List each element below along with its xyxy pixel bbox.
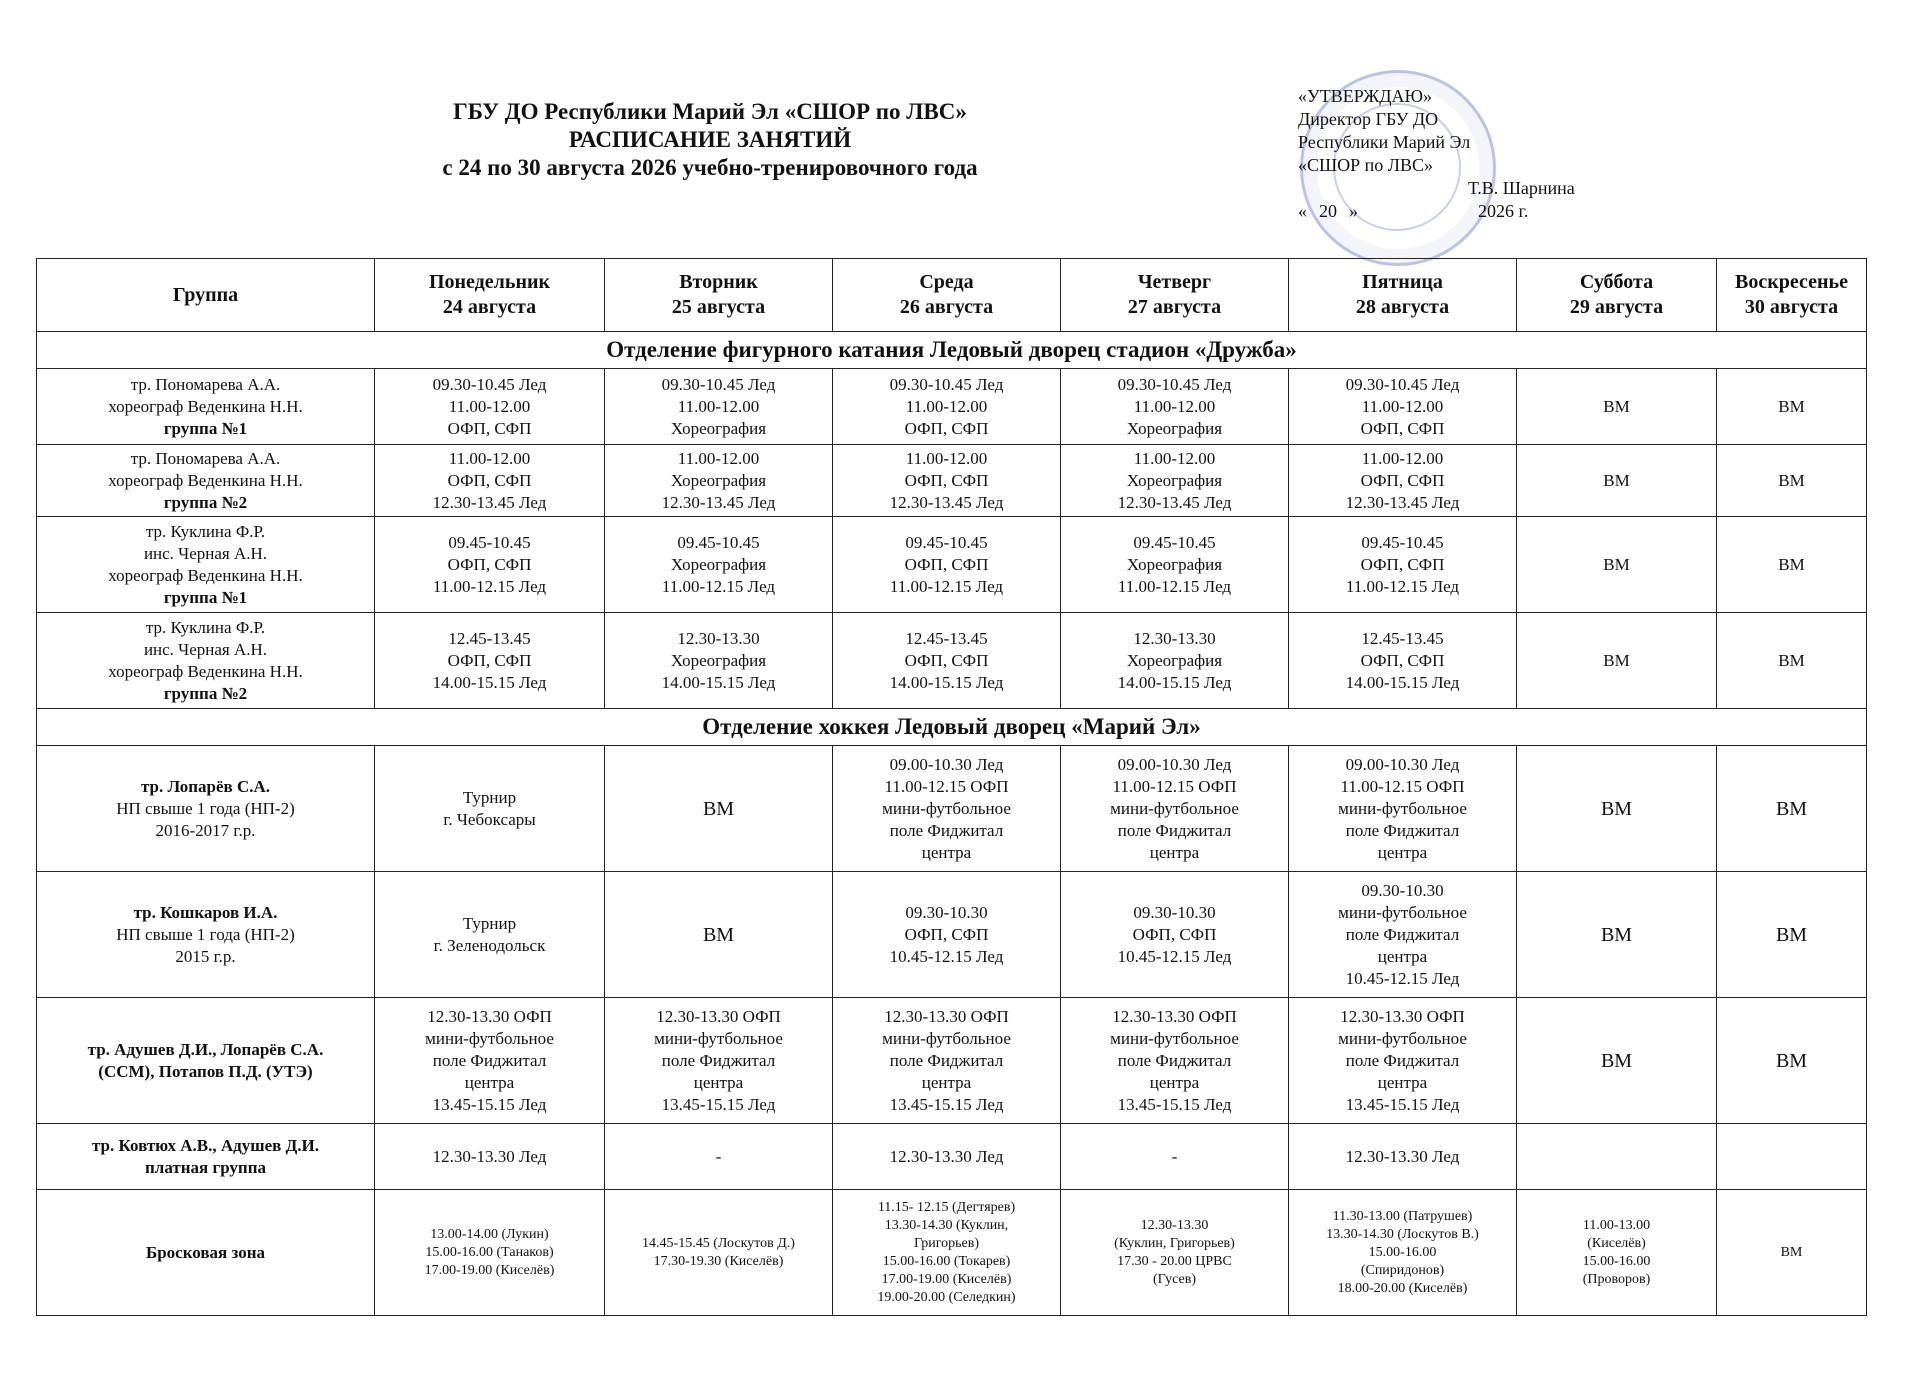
schedule-period: с 24 по 30 августа 2026 учебно-тренировочного года	[442, 155, 978, 180]
cell-line: мини-футбольное	[882, 798, 1011, 818]
schedule-cell	[375, 369, 605, 445]
schedule-cell	[1061, 998, 1289, 1124]
cell-line: 13.30-14.30 (Куклин,	[884, 1217, 1009, 1233]
group-name: тр. Ковтюх А.В., Адушев Д.И.	[92, 1135, 319, 1155]
group-number: группа №1	[163, 418, 248, 438]
cell-line: ОФП, СФП	[904, 418, 989, 438]
schedule-cell	[1717, 613, 1867, 709]
section-title-hockey: Отделение хоккея Ледовый дворец «Марий Эл»	[37, 709, 1867, 746]
group-name-cont: (ССМ), Потапов П.Д. (УТЭ)	[98, 1061, 313, 1081]
group-name: Бросковая зона	[145, 1242, 266, 1262]
cell-line: центра	[921, 1072, 972, 1092]
schedule-cell	[605, 872, 833, 998]
cell-line: ОФП, СФП	[1360, 470, 1445, 490]
cell-line: центра	[921, 842, 972, 862]
date-quote-close: »	[1349, 201, 1358, 221]
document-title: РАСПИСАНИЕ ЗАНЯТИЙ	[568, 127, 852, 152]
group-cell	[37, 613, 375, 709]
cell-line: 12.45-13.45	[905, 628, 988, 648]
schedule-cell	[605, 746, 833, 872]
cell-line: 09.30-10.30	[905, 902, 988, 922]
cell-line: 11.00-12.15 Лед	[432, 576, 547, 596]
cell-line: Хореография	[1126, 470, 1223, 490]
schedule-cell	[1517, 746, 1717, 872]
schedule-cell	[1289, 1124, 1517, 1190]
cell-line: 10.45-12.15 Лед	[1345, 968, 1460, 988]
cell-line: 11.00-12.00	[1361, 396, 1444, 416]
cell-line: 13.00-14.00 (Лукин)	[430, 1226, 549, 1242]
cell-line: 12.30-13.30 Лед	[1345, 1146, 1460, 1166]
cell-line: 12.30-13.30 ОФП	[884, 1006, 1009, 1026]
cell-line: ВМ	[1778, 396, 1805, 416]
col-header-tue: Вторник 25 августа	[605, 259, 833, 332]
cell-line: тр. Пономарева А.А.	[130, 374, 281, 394]
cell-line: 11.15- 12.15 (Дегтярев)	[877, 1199, 1016, 1215]
approval-block	[1298, 85, 1618, 223]
cell-line: поле Фиджитал	[1345, 820, 1460, 840]
cell-line: 12.30-13.45 Лед	[432, 492, 547, 512]
cell-line: ВМ	[1603, 650, 1630, 670]
cell-line: хореограф Веденкина Н.Н.	[108, 565, 303, 585]
group-cell	[37, 1190, 375, 1316]
schedule-cell	[1289, 746, 1517, 872]
cell-line: поле Фиджитал	[1345, 924, 1460, 944]
cell-line: ОФП, СФП	[447, 470, 532, 490]
cell-line: 11.00-12.00	[905, 448, 988, 468]
cell-line: 09.45-10.45	[1133, 532, 1216, 552]
cell-line: 12.30-13.30 ОФП	[1112, 1006, 1237, 1026]
cell-line: 09.00-10.30 Лед	[1345, 754, 1460, 774]
schedule-cell	[1289, 517, 1517, 613]
cell-line: ВМ	[1600, 923, 1633, 946]
cell-line: 13.45-15.15 Лед	[661, 1094, 776, 1114]
cell-line: Хореография	[670, 650, 767, 670]
cell-line: 17.00-19.00 (Киселёв)	[881, 1271, 1012, 1287]
approval-position: Директор ГБУ ДО	[1298, 109, 1439, 129]
cell-line: 12.30-13.30	[1140, 1217, 1209, 1233]
cell-line: 09.30-10.45 Лед	[889, 374, 1004, 394]
schedule-cell	[1717, 1190, 1867, 1316]
schedule-cell	[1717, 872, 1867, 998]
schedule-cell	[1289, 369, 1517, 445]
cell-line: 2016-2017 г.р.	[155, 820, 256, 840]
schedule-cell	[1517, 613, 1717, 709]
cell-line: 11.00-12.00	[677, 448, 760, 468]
group-name: тр. Лопарёв С.А.	[140, 776, 271, 796]
cell-line: ОФП, СФП	[1360, 418, 1445, 438]
date-day: 20	[1319, 201, 1337, 221]
cell-line: 11.00-12.15 ОФП	[1112, 776, 1237, 796]
cell-line: мини-футбольное	[1338, 1028, 1467, 1048]
cell-line: поле Фиджитал	[889, 1050, 1004, 1070]
cell-line: Хореография	[670, 418, 767, 438]
schedule-cell	[375, 517, 605, 613]
cell-line: 11.00-12.00	[905, 396, 988, 416]
cell-line: ВМ	[1600, 1049, 1633, 1072]
cell-line: 14.00-15.15 Лед	[661, 672, 776, 692]
group-cell	[37, 369, 375, 445]
cell-line: Хореография	[670, 470, 767, 490]
cell-line: 13.45-15.15 Лед	[1345, 1094, 1460, 1114]
cell-line: ВМ	[1778, 650, 1805, 670]
group-name-cont: платная группа	[144, 1157, 267, 1177]
cell-line: ВМ	[1600, 797, 1633, 820]
cell-line: Хореография	[1126, 418, 1223, 438]
cell-line: 10.45-12.15 Лед	[889, 946, 1004, 966]
header-row	[37, 259, 1867, 332]
schedule-cell	[1289, 445, 1517, 517]
col-header-sat: Суббота 29 августа	[1517, 259, 1717, 332]
cell-line: 2015 г.р.	[175, 946, 236, 966]
cell-line: 11.00-12.00	[1133, 448, 1216, 468]
cell-line: -	[715, 1146, 722, 1166]
table-row	[37, 746, 1867, 872]
schedule-cell	[1061, 369, 1289, 445]
cell-line: 11.00-12.15 Лед	[1345, 576, 1460, 596]
schedule-cell	[1517, 998, 1717, 1124]
cell-line: ВМ	[1603, 396, 1630, 416]
group-cell	[37, 998, 375, 1124]
group-cell	[37, 517, 375, 613]
cell-line: ОФП, СФП	[447, 418, 532, 438]
schedule-cell	[1517, 1190, 1717, 1316]
cell-line: центра	[1377, 1072, 1428, 1092]
schedule-cell	[1061, 517, 1289, 613]
cell-line: центра	[1377, 946, 1428, 966]
schedule-cell	[375, 445, 605, 517]
approval-signatory: Т.В. Шарнина	[1468, 178, 1575, 198]
cell-line: 09.30-10.45 Лед	[661, 374, 776, 394]
cell-line: мини-футбольное	[1110, 1028, 1239, 1048]
cell-line: ОФП, СФП	[904, 470, 989, 490]
cell-line: 13.45-15.15 Лед	[889, 1094, 1004, 1114]
schedule-cell	[833, 369, 1061, 445]
cell-line: ОФП, СФП	[1360, 650, 1445, 670]
cell-line: 15.00-16.00 (Токарев)	[882, 1253, 1011, 1269]
cell-line: 12.30-13.45 Лед	[1117, 492, 1232, 512]
schedule-cell	[1289, 1190, 1517, 1316]
schedule-cell	[605, 998, 833, 1124]
schedule-cell	[833, 517, 1061, 613]
schedule-cell	[375, 1190, 605, 1316]
table-row	[37, 369, 1867, 445]
cell-line: 11.00-12.15 Лед	[1117, 576, 1232, 596]
date-quote-open: «	[1298, 201, 1307, 221]
cell-line: 12.30-13.30 ОФП	[1340, 1006, 1465, 1026]
schedule-cell	[1061, 746, 1289, 872]
group-cell	[37, 746, 375, 872]
cell-line: Турнир	[462, 913, 517, 933]
cell-line: 09.30-10.30	[1361, 880, 1444, 900]
cell-line: НП свыше 1 года (НП-2)	[116, 798, 295, 818]
cell-line: 15.00-16.00	[1582, 1253, 1651, 1269]
cell-line: 12.30-13.45 Лед	[889, 492, 1004, 512]
table-row	[37, 517, 1867, 613]
cell-line: ВМ	[1780, 1244, 1803, 1260]
schedule-cell	[375, 872, 605, 998]
schedule-cell	[1061, 872, 1289, 998]
table-row	[37, 1124, 1867, 1190]
cell-line: ВМ	[1603, 554, 1630, 574]
cell-line: 14.00-15.15 Лед	[1117, 672, 1232, 692]
cell-line: 13.30-14.30 (Лоскутов В.)	[1326, 1226, 1479, 1242]
approval-org: «СШОР по ЛВС»	[1298, 155, 1434, 175]
cell-line: 17.30 - 20.00 ЦРВС	[1117, 1253, 1232, 1269]
schedule-cell	[1289, 872, 1517, 998]
cell-line: 14.00-15.15 Лед	[889, 672, 1004, 692]
schedule-cell	[1517, 872, 1717, 998]
cell-line: (Спиридонов)	[1360, 1262, 1445, 1278]
schedule-cell	[1717, 998, 1867, 1124]
cell-line: 09.00-10.30 Лед	[1117, 754, 1232, 774]
cell-line: мини-футбольное	[1338, 798, 1467, 818]
section-row-figure-skating	[37, 332, 1867, 369]
group-number: группа №1	[163, 587, 248, 607]
schedule-cell	[605, 445, 833, 517]
schedule-cell	[1289, 998, 1517, 1124]
cell-line: 09.30-10.45 Лед	[1117, 374, 1232, 394]
approval-date	[1298, 200, 1618, 223]
schedule-cell	[833, 872, 1061, 998]
schedule-cell	[1717, 517, 1867, 613]
cell-line: тр. Пономарева А.А.	[130, 448, 281, 468]
group-cell	[37, 872, 375, 998]
cell-line: 12.30-13.30 ОФП	[427, 1006, 552, 1026]
cell-line: 11.00-12.00	[1361, 448, 1444, 468]
cell-line: мини-футбольное	[1338, 902, 1467, 922]
cell-line: ВМ	[702, 797, 735, 820]
cell-line: 15.00-16.00	[1368, 1244, 1437, 1260]
org-name: ГБУ ДО Республики Марий Эл «СШОР по ЛВС»	[453, 99, 967, 124]
cell-line: Хореография	[1126, 554, 1223, 574]
cell-line: (Киселёв)	[1587, 1235, 1646, 1251]
cell-line: г. Чебоксары	[443, 809, 536, 829]
cell-line: 09.45-10.45	[1361, 532, 1444, 552]
cell-line: 11.00-12.15 Лед	[889, 576, 1004, 596]
cell-line: ОФП, СФП	[904, 650, 989, 670]
group-cell	[37, 445, 375, 517]
cell-line: хореограф Веденкина Н.Н.	[108, 470, 303, 490]
cell-line: поле Фиджитал	[1117, 1050, 1232, 1070]
cell-line: 12.30-13.30	[1133, 628, 1216, 648]
cell-line: (Куклин, Григорьев)	[1114, 1235, 1235, 1251]
cell-line: 12.45-13.45	[448, 628, 531, 648]
schedule-table	[36, 258, 1867, 1316]
schedule-cell	[375, 998, 605, 1124]
cell-line: 12.30-13.30	[677, 628, 760, 648]
cell-line: инс. Черная А.Н.	[143, 639, 268, 659]
cell-line: Григорьев)	[914, 1235, 979, 1251]
cell-line: Турнир	[462, 787, 517, 807]
schedule-cell	[833, 746, 1061, 872]
cell-line: 18.00-20.00 (Киселёв)	[1337, 1280, 1468, 1296]
document-header	[330, 98, 1090, 182]
cell-line: 11.00-13.00	[1582, 1217, 1651, 1233]
col-header-thu: Четверг 27 августа	[1061, 259, 1289, 332]
cell-line: хореограф Веденкина Н.Н.	[108, 661, 303, 681]
cell-line: 15.00-16.00 (Танаков)	[425, 1244, 554, 1260]
group-name: тр. Кошкаров И.А.	[133, 902, 278, 922]
cell-line: ОФП, СФП	[904, 554, 989, 574]
cell-line: ВМ	[702, 923, 735, 946]
cell-line: 11.00-12.00	[448, 448, 531, 468]
schedule-cell	[1061, 1190, 1289, 1316]
cell-line: 09.00-10.30 Лед	[889, 754, 1004, 774]
approval-heading: «УТВЕРЖДАЮ»	[1298, 86, 1433, 106]
cell-line: поле Фиджитал	[889, 820, 1004, 840]
schedule-cell	[605, 517, 833, 613]
cell-line: 11.00-12.00	[1133, 396, 1216, 416]
schedule-cell	[1289, 613, 1517, 709]
schedule-cell	[1517, 1124, 1717, 1190]
section-row-hockey	[37, 709, 1867, 746]
cell-line: ОФП, СФП	[1132, 924, 1217, 944]
cell-line: -	[1171, 1146, 1178, 1166]
cell-line: мини-футбольное	[654, 1028, 783, 1048]
cell-line: 14.00-15.15 Лед	[432, 672, 547, 692]
cell-line: центра	[1149, 842, 1200, 862]
schedule-cell	[605, 369, 833, 445]
cell-line: поле Фиджитал	[1117, 820, 1232, 840]
cell-line: центра	[1377, 842, 1428, 862]
cell-line: центра	[464, 1072, 515, 1092]
cell-line: ВМ	[1778, 554, 1805, 574]
cell-line: 17.30-19.30 (Киселёв)	[653, 1253, 784, 1269]
schedule-cell	[1061, 1124, 1289, 1190]
schedule-cell	[833, 1124, 1061, 1190]
cell-line: 12.30-13.30 Лед	[432, 1146, 547, 1166]
cell-line: 13.45-15.15 Лед	[1117, 1094, 1232, 1114]
cell-line: 09.45-10.45	[448, 532, 531, 552]
cell-line: инс. Черная А.Н.	[143, 543, 268, 563]
cell-line: 12.30-13.30 Лед	[889, 1146, 1004, 1166]
cell-line: 17.00-19.00 (Киселёв)	[424, 1262, 555, 1278]
cell-line: 09.45-10.45	[905, 532, 988, 552]
schedule-cell	[833, 1190, 1061, 1316]
cell-line: поле Фиджитал	[1345, 1050, 1460, 1070]
table-row	[37, 872, 1867, 998]
cell-line: 12.30-13.45 Лед	[1345, 492, 1460, 512]
table-row	[37, 998, 1867, 1124]
group-cell	[37, 1124, 375, 1190]
cell-line: (Проворов)	[1582, 1271, 1651, 1287]
table-row	[37, 1190, 1867, 1316]
schedule-cell	[375, 746, 605, 872]
col-header-wed: Среда 26 августа	[833, 259, 1061, 332]
schedule-cell	[605, 1190, 833, 1316]
cell-line: мини-футбольное	[425, 1028, 554, 1048]
schedule-cell	[833, 613, 1061, 709]
cell-line: поле Фиджитал	[432, 1050, 547, 1070]
cell-line: 11.00-12.15 ОФП	[1340, 776, 1465, 796]
cell-line: хореограф Веденкина Н.Н.	[108, 396, 303, 416]
cell-line: ВМ	[1775, 923, 1808, 946]
table-row	[37, 445, 1867, 517]
schedule-cell	[1717, 746, 1867, 872]
schedule-cell	[605, 613, 833, 709]
col-header-group: Группа	[37, 259, 375, 332]
col-header-mon: Понедельник 24 августа	[375, 259, 605, 332]
cell-line: 12.45-13.45	[1361, 628, 1444, 648]
cell-line: тр. Куклина Ф.Р.	[145, 617, 266, 637]
schedule-cell	[605, 1124, 833, 1190]
schedule-cell	[1517, 445, 1717, 517]
cell-line: ВМ	[1603, 470, 1630, 490]
cell-line: Хореография	[670, 554, 767, 574]
cell-line: 14.45-15.45 (Лоскутов Д.)	[642, 1235, 795, 1251]
schedule-cell	[833, 998, 1061, 1124]
cell-line: г. Зеленодольск	[433, 935, 546, 955]
cell-line: Хореография	[1126, 650, 1223, 670]
cell-line: 11.00-12.15 Лед	[661, 576, 776, 596]
cell-line: 19.00-20.00 (Селедкин)	[877, 1289, 1016, 1305]
cell-line: мини-футбольное	[882, 1028, 1011, 1048]
cell-line: ОФП, СФП	[1360, 554, 1445, 574]
schedule-cell	[1061, 613, 1289, 709]
cell-line: ВМ	[1775, 1049, 1808, 1072]
cell-line: (Гусев)	[1152, 1271, 1197, 1287]
cell-line: ОФП, СФП	[904, 924, 989, 944]
cell-line: 11.00-12.00	[448, 396, 531, 416]
cell-line: 12.30-13.45 Лед	[661, 492, 776, 512]
cell-line: 13.45-15.15 Лед	[432, 1094, 547, 1114]
cell-line: 09.45-10.45	[677, 532, 760, 552]
approval-region: Республики Марий Эл	[1298, 132, 1471, 152]
cell-line: НП свыше 1 года (НП-2)	[116, 924, 295, 944]
group-name: тр. Адушев Д.И., Лопарёв С.А.	[87, 1039, 324, 1059]
cell-line: поле Фиджитал	[661, 1050, 776, 1070]
date-year: 2026 г.	[1478, 201, 1529, 221]
cell-line: 09.30-10.45 Лед	[1345, 374, 1460, 394]
cell-line: тр. Куклина Ф.Р.	[145, 521, 266, 541]
cell-line: 09.30-10.45 Лед	[432, 374, 547, 394]
cell-line: 10.45-12.15 Лед	[1117, 946, 1232, 966]
cell-line: 14.00-15.15 Лед	[1345, 672, 1460, 692]
schedule-cell	[375, 1124, 605, 1190]
cell-line: 12.30-13.30 ОФП	[656, 1006, 781, 1026]
cell-line: ОФП, СФП	[447, 554, 532, 574]
cell-line: центра	[1149, 1072, 1200, 1092]
schedule-cell	[1717, 369, 1867, 445]
schedule-cell	[1717, 445, 1867, 517]
cell-line: ВМ	[1778, 470, 1805, 490]
group-number: группа №2	[163, 492, 248, 512]
section-title-figure-skating: Отделение фигурного катания Ледовый дворец стадион «Дружба»	[37, 332, 1867, 369]
cell-line: мини-футбольное	[1110, 798, 1239, 818]
table-row	[37, 613, 1867, 709]
schedule-cell	[1517, 517, 1717, 613]
cell-line: ВМ	[1775, 797, 1808, 820]
cell-line: 09.30-10.30	[1133, 902, 1216, 922]
cell-line: центра	[693, 1072, 744, 1092]
schedule-cell	[833, 445, 1061, 517]
schedule-cell	[1061, 445, 1289, 517]
schedule-cell	[1717, 1124, 1867, 1190]
cell-line: 11.00-12.00	[677, 396, 760, 416]
schedule-cell	[1517, 369, 1717, 445]
col-header-fri: Пятница 28 августа	[1289, 259, 1517, 332]
cell-line: 11.00-12.15 ОФП	[884, 776, 1009, 796]
cell-line: ОФП, СФП	[447, 650, 532, 670]
schedule-cell	[375, 613, 605, 709]
group-number: группа №2	[163, 683, 248, 703]
col-header-sun: Воскресенье 30 августа	[1717, 259, 1867, 332]
cell-line: 11.30-13.00 (Патрушев)	[1332, 1208, 1473, 1224]
